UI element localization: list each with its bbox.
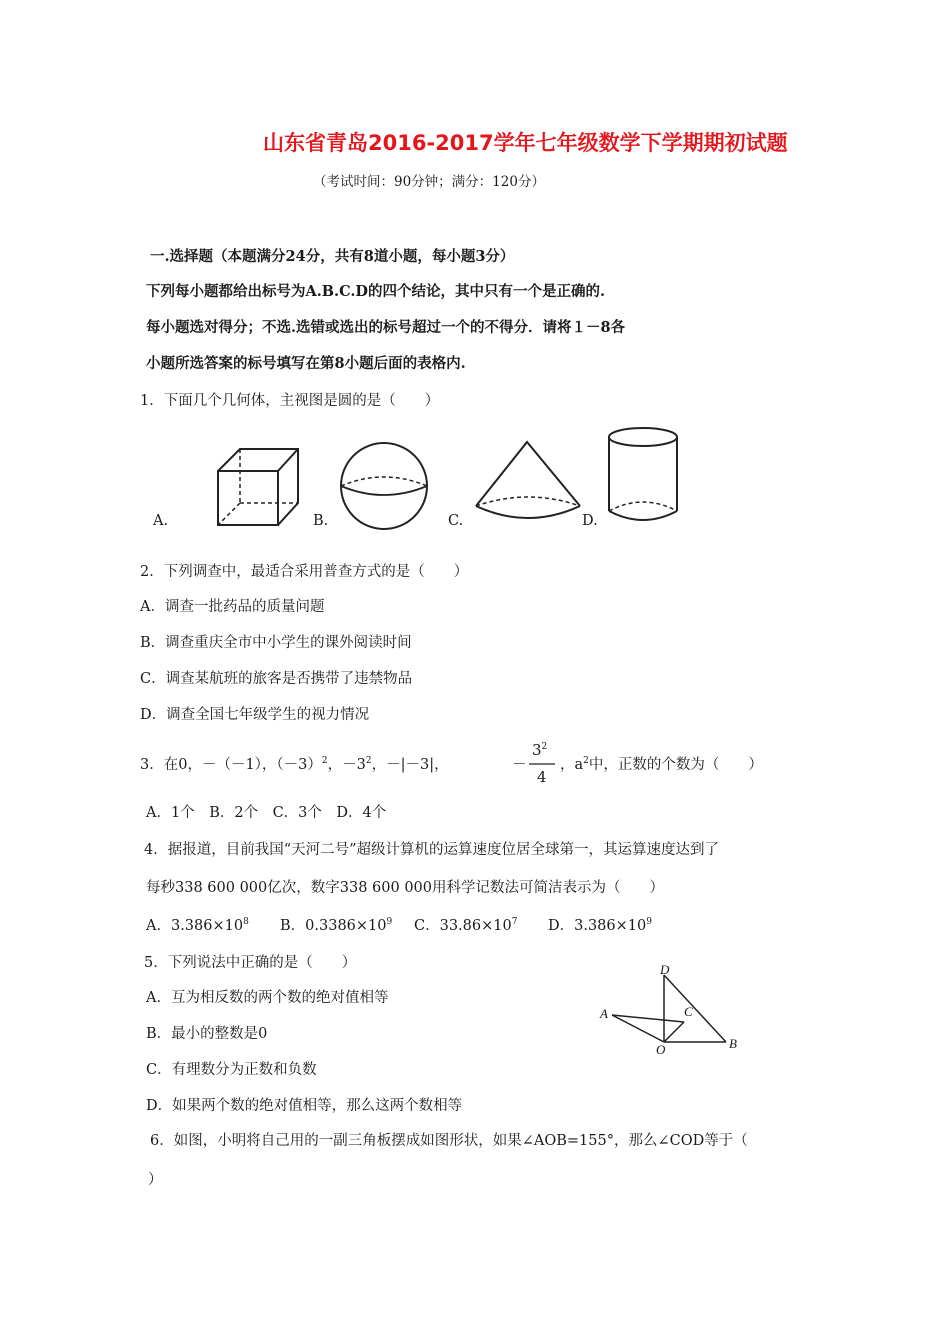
section-heading: 一.选择题（本题满分24分，共有8道小题，每小题3分） bbox=[150, 248, 515, 265]
figure-label-a: A bbox=[600, 1006, 608, 1021]
q2-option-c: C．调查某航班的旅客是否携带了违禁物品 bbox=[140, 671, 413, 687]
q2-option-a: A．调查一批药品的质量问题 bbox=[140, 599, 325, 615]
figure-label-b: B bbox=[729, 1036, 737, 1051]
cone-figure bbox=[470, 438, 585, 530]
cylinder-figure bbox=[605, 425, 685, 530]
question-4-line-2: 每秒338 600 000亿次，数字338 600 000用科学记数法可简洁表示为（ ） bbox=[146, 880, 664, 896]
figure-label-c: C bbox=[684, 1004, 693, 1019]
q3-options: A．1个 B．2个 C．3个 D．4个 bbox=[146, 805, 387, 821]
question-3-stem: 3．在0，－（－1），$(-3)^2$，$-3^2$，－|－3|， bbox=[140, 756, 449, 773]
q3-fraction-bar bbox=[529, 763, 555, 765]
triangle-set-figure bbox=[600, 960, 750, 1060]
question-1-stem: 1．下面几个几何体，主视图是圆的是（ ） bbox=[140, 393, 440, 409]
question-5-stem: 5．下列说法中正确的是（ ） bbox=[144, 955, 357, 971]
sphere-figure bbox=[338, 440, 430, 532]
page-title: 山东省青岛2016-2017学年七年级数学下学期期初试题 bbox=[263, 131, 788, 155]
instruction-line-2: 每小题选对得分；不选.选错或选出的标号超过一个的不得分．请将１－8各 bbox=[146, 319, 626, 336]
q2-option-b: B．调查重庆全市中小学生的课外阅读时间 bbox=[140, 635, 412, 651]
q4-option-d: D．$3.386\times 10^9$ bbox=[548, 917, 652, 934]
q3-fraction-denominator: 4 bbox=[537, 768, 547, 786]
q1-option-c-label: C. bbox=[448, 513, 464, 529]
q4-option-a: A．$3.386\times 10^8$ bbox=[146, 917, 249, 934]
q1-option-d-label: D. bbox=[582, 513, 598, 529]
question-6-line-1: 6．如图，小明将自己用的一副三角板摆成如图形状，如果∠AOB=155°，那么∠COD等于（ bbox=[150, 1133, 748, 1149]
q1-option-b-label: B. bbox=[313, 513, 329, 529]
q3-minus: － bbox=[512, 757, 527, 773]
instruction-line-1: 下列每小题都给出标号为A.B.C.D的四个结论，其中只有一个是正确的. bbox=[146, 283, 606, 300]
question-4-line-1: 4．据报道，目前我国“天河二号”超级计算机的运算速度位居全球第一，其运算速度达到了 bbox=[144, 842, 720, 858]
q4-option-b: B．$0.3386\times 10^9$ bbox=[280, 917, 393, 934]
q1-option-a-label: A. bbox=[153, 513, 169, 529]
q4-option-c: C．$33.86\times 10^7$ bbox=[414, 917, 518, 934]
figure-label-d: D bbox=[660, 962, 670, 977]
q5-option-a: A．互为相反数的两个数的绝对值相等 bbox=[146, 990, 389, 1006]
q2-option-d: D．调查全国七年级学生的视力情况 bbox=[140, 707, 370, 723]
question-3-stem-end: ，$a^2$中，正数的个数为（ ） bbox=[560, 756, 763, 773]
figure-label-o: O bbox=[656, 1042, 666, 1057]
q5-option-c: C．有理数分为正数和负数 bbox=[146, 1062, 317, 1078]
question-6-line-2: ） bbox=[148, 1172, 163, 1188]
question-2-stem: 2．下列调查中，最适合采用普查方式的是（ ） bbox=[140, 564, 469, 580]
cube-figure bbox=[210, 445, 305, 530]
exam-info: （考试时间：90分钟；满分：120分） bbox=[313, 174, 545, 190]
q5-option-d: D．如果两个数的绝对值相等，那么这两个数相等 bbox=[146, 1098, 463, 1114]
q5-option-b: B．最小的整数是0 bbox=[146, 1026, 268, 1042]
instruction-line-3: 小题所选答案的标号填写在第8小题后面的表格内. bbox=[146, 355, 466, 372]
q3-fraction-numerator: $3^2$ bbox=[532, 741, 548, 759]
